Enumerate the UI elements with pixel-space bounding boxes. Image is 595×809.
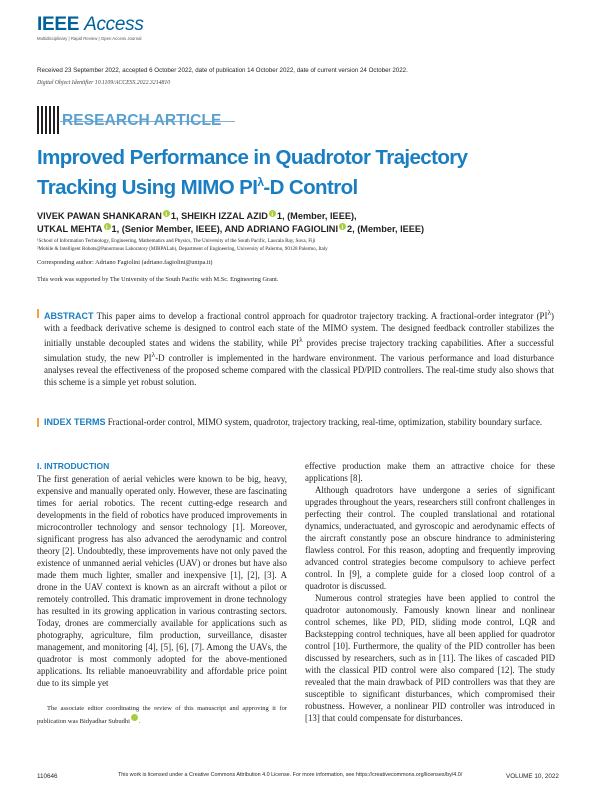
title-line-1: Improved Performance in Quadrotor Trajectory [37,146,468,169]
author-fagiolini: , (Senior Member, IEEE), AND ADRIANO FAGIOLINI [116,224,338,234]
received-dates: Received 23 September 2022, accepted 6 October 2022, date of publication 14 October 2022, date of current version 24 October 2022. [37,67,408,74]
abstract-marker [37,309,39,318]
orcid-icon[interactable] [131,714,138,721]
section-heading: I. INTRODUCTION [37,461,110,471]
index-terms: INDEX TERMS Fractional-order control, MIMO system, quadrotor, trajectory tracking, real-time, optimization, stability boundary surface. [44,417,543,427]
orcid-icon[interactable] [104,223,111,230]
abstract-label: ABSTRACT [44,310,94,321]
journal-logo: IEEE Access [37,14,144,35]
paragraph: Although quadrotors have undergone a series of significant upgrades throughout the years, researchers still confront challenges in perfecting their control. The coupled translational and rotational dynamics, underactuated, and gyroscopic and aerodynamic effects of the aircraft constantly pose an obscure hindrance to administering flawless control. For this reason, adopting and frequently improving advanced control strategies become compulsory to achieve perfect control. In [9], a complete guide for a closed loop control of a quadrotor is discussed. [305,485,555,591]
corresponding-author: Corresponding author: Adriano Fagiolini (adriano.fagiolini@unipa.it) [37,259,213,266]
paper-title [37,146,567,200]
body-left-column [37,460,287,689]
doi: Digital Object Identifier 10.1109/ACCESS.2022.3214810 [37,80,171,86]
index-terms-marker [37,418,39,427]
affiliations [37,237,577,253]
footnote: The associate editor coordinating the review of this manuscript and approving it for publication was Bidyadhar Subudhii [37,704,287,727]
author-shankaran: VIVEK PAWAN SHANKARAN [37,211,162,221]
orcid-icon[interactable] [269,210,276,217]
index-terms-label: INDEX TERMS [44,417,106,427]
body-right-column [305,460,555,724]
banner-bars-icon [37,106,59,134]
paragraph: The first generation of aerial vehicles were known to be big, heavy, expensive and manually operated only. However, these are fascinating times for aerial robotics. The recent cutting-edge research and developments in the field of robotics have produced improvements in microcontroller technology and sensor technology [1]. Moreover, significant progress has also advanced the aerodynamic and control theory [2]. Undoubtedly, these improvements have not only paved the existence of unmanned aerial vehicles (UAV) or drones but have also made them much lighter, smaller and inexpensive [1], [2], [3]. A drone in the UAV context is known as an aircraft without a pilot or remotely controlled. This dramatic improvement in drone technology has resulted in its growing application in various contrasting sectors. Today, drones are commercially available for applications such as photography, agriculture, film production, surveillance, disaster management, and monitoring [4], [5], [6], [7]. Among the UAVs, the quadrotor is most commonly adopted for the above-mentioned applications. Its reliable manoeuvrability and affordable price point due to its simple yet [37,474,287,688]
page-number: 110646 [37,773,58,780]
paragraph: Numerous control strategies have been applied to control the quadrotor autonomously. Famously known linear and nonlinear control schemes, like PD, PID, sliding mode control, LQR and Backstepping control techniques, have all been applied for quadrotor control [10]. Furthermore, the quality of the PID controller has been discussed by researchers, such as in [11]. The likes of cascaded PID with the classical PID control were also compared [12]. The study revealed that the main drawback of PID controllers was that they are susceptible to significant disturbances, which compromised their robustness. However, a nonlinear PID controller was introduced in [13] that could compensate for disturbances. [305,593,555,723]
author-list: VIVEK PAWAN SHANKARANi 1, SHEIKH IZZAL AZIDi 1, (Member, IEEE), UTKAL MEHTAi 1, (Senior Member, IEEE), AND ADRIANO FAGIOLINIi 2, (Member, IEEE) [37,210,567,236]
affiliation-1: ¹School of Information Technology, Engineering, Mathematics and Physics, The University of the South Pacific, Laucala Bay, Suva, Fiji [37,238,316,244]
article-type: RESEARCH ARTICLE [62,112,222,129]
license-notice: This work is licensed under a Creative Commons Attribution 4.0 License. For more information, see https://creativecommons.org/licenses/by/4.0/ [118,772,463,778]
volume-label: VOLUME 10, 2022 [506,773,559,780]
orcid-icon[interactable] [163,210,170,217]
author-azid: , SHEIKH IZZAL AZID [176,211,268,221]
paragraph: effective production make them an attractive choice for these applications [8]. [305,461,555,483]
orcid-icon[interactable] [339,223,346,230]
title-line-2: Tracking Using MIMO $PI^\lambda-D$ Control [37,175,358,199]
author-mehta: UTKAL MEHTA [37,224,103,234]
funding-note: This work was supported by The University of the South Pacific with M.Sc. Engineering Grant. [37,276,279,283]
affiliation-2: ²Mobile & Intelligent Robots@Panormous Laboratory (MIRPALab), Department of Engineering, University of Palermo, 90128 Palermo, Italy [37,246,328,252]
abstract: ABSTRACT This paper aims to develop a fractional control approach for quadrotor trajectory tracking. A fractional-order integrator $(PI^\lambda)$ with a feedback derivative scheme is designed to control each state of the MIMO system. The designed feedback controller stabilizes the initially unstable decoupled states and widens the stability, while $PI^\lambda$ provides precise trajectory tracking capabilities. After a successful simulation study, the new $PI^\lambda-D$ controller is implemented in the hardware environment. The various performance and load disturbance analyses reveal the effectiveness of the proposed scheme compared with the classical PD/PID controllers. The real-time study also shows that this scheme is a simple yet robust solution. [44,308,555,387]
journal-tagline: Multidisciplinary | Rapid Review | Open Access Journal [37,36,142,41]
